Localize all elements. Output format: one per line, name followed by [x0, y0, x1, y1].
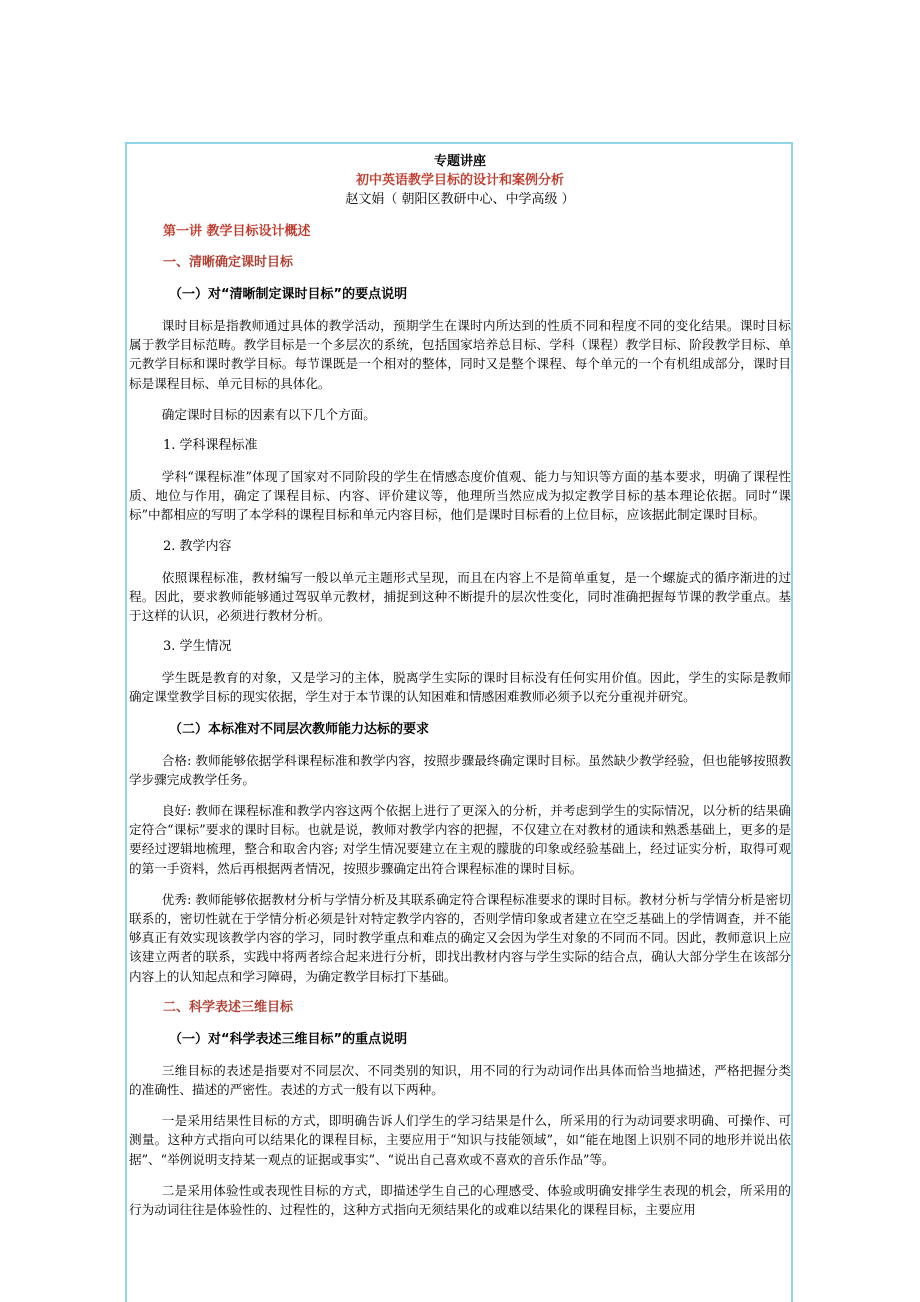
list-item-3: 3. 学生情况 [163, 639, 232, 655]
document-frame [125, 142, 793, 1302]
paragraph-10: 一是采用结果性目标的方式，即明确告诉人们学生的学习结果是什么，所采用的行为动词要求明确、可操作、可测量。这种方式指向可以结果化的课程目标，主要应用于“知识与技能领域”，如“能在地图上识别不同的地形并说出依据”、“举例说明支持某一观点的证据或事实”、“说出自己喜欢或不喜欢的音乐作品”等。 [129, 1113, 791, 1167]
paragraph-9: 三维目标的表述是指要对不同层次、不同类别的知识，用不同的行为动词作出具体而恰当地描述，严格把握分类的准确性、描述的严密性。表述的方式一般有以下两种。 [129, 1062, 791, 1098]
paragraph-7: 良好: 教师在课程标准和教学内容这两个依据上进行了更深入的分析，并考虑到学生的实际情况，以分析的结果确定符合“课标”要求的课时目标。也就是说，教师对教学内容的把握，不仅建立在对教材的通读和熟悉基础上，更多的是要经过逻辑地梳理，整合和取舍内容; 对学生情况要建立在主观的朦胧的印象或经验基础上，经过证实分析，取得可观的第一手资料，然后再根据两者情况，按照步骤确定出符合课程标准的课时目标。 [129, 803, 791, 876]
paragraph-8: 优秀: 教师能够依据教材分析与学情分析及其联系确定符合课程标准要求的课时目标。教材分析与学情分析是密切联系的，密切性就在于学情分析必须是针对特定教学内容的，否则学情印象或者建立在空乏基础上的学情调查，并不能够真正有效实现该教学内容的学习，同时教学重点和难点的确定又会因为学生对象的不同而不同。因此，教师意识上应该建立两者的联系，实践中将两者综合起来进行分析，即找出教材内容与学生实际的结合点，确认大部分学生在该部分内容上的认知起点和学习障碍，为确定教学目标打下基础。 [129, 891, 791, 984]
document-body [129, 152, 791, 1219]
subsection-heading-1: （一）对“清晰制定课时目标”的要点说明 [169, 287, 408, 302]
paragraph-1: 课时目标是指教师通过具体的教学活动，预期学生在课时内所达到的性质不同和程度不同的变化结果。课时目标属于教学目标范畴。教学目标是一个多层次的系统，包括国家培养总目标、学科（课程）教学目标、阶段教学目标、单元教学目标和课时教学目标。每节课既是一个相对的整体，同时又是整个课程、每个单元的一个有机组成部分，课时目标是课程目标、单元目标的具体化。 [129, 318, 791, 391]
paragraph-4: 依照课程标准，教材编写一般以单元主题形式呈现，而且在内容上不是简单重复，是一个螺旋式的循序渐进的过程。因此，要求教师能够通过驾驭单元教材，捕捉到这种不断提升的层次性变化，同时准确把握每节课的教学重点。基于这样的认识，必须进行教材分析。 [129, 569, 791, 624]
paragraph-3: 学科“课程标准”体现了国家对不同阶段的学生在情感态度价值观、能力与知识等方面的基本要求，明确了课程性质、地位与作用，确定了课程目标、内容、评价建议等，他理所当然应成为拟定教学目标的基本理论依据。同时“课标”中都相应的写明了本学科的课程目标和单元内容目标，他们是课时目标看的上位目标，应该据此制定课时目标。 [129, 469, 791, 523]
paragraph-5: 学生既是教育的对象，又是学习的主体，脱离学生实际的课时目标没有任何实用价值。因此，学生的实际是教师确定课堂教学目标的现实依据，学生对于本节课的认知困难和情感困难教师必须予以充分重视并研究。 [129, 670, 791, 705]
paragraph-11: 二是采用体验性或表现性目标的方式，即描述学生自己的心理感受、体验或明确安排学生表现的机会，所采用的行为动词往往是体验性的、过程性的，这种方式指向无须结果化的或难以结果化的课程目标，主要应用 [129, 1182, 791, 1218]
section-heading-2: 二、科学表述三维目标 [163, 999, 294, 1015]
paragraph-2: 确定课时目标的因素有以下几个方面。 [161, 406, 376, 422]
subsection-heading-3: （一）对“科学表述三维目标”的重点说明 [169, 1031, 408, 1047]
subsection-heading-2: （二）本标准对不同层次教师能力达标的要求 [169, 721, 430, 737]
header-label: 专题讲座 [433, 154, 486, 169]
list-item-2: 2. 教学内容 [163, 538, 232, 554]
author-line: 赵文娟（ 朝阳区教研中心、中学高级 ） [345, 192, 575, 207]
list-item-1: 1. 学科课程标准 [163, 438, 258, 454]
section-heading-1: 一、清晰确定课时目标 [163, 255, 294, 270]
lecture-heading: 第一讲 教学目标设计概述 [163, 224, 311, 239]
document-title: 初中英语教学目标的设计和案例分析 [355, 173, 564, 188]
paragraph-6: 合格: 教师能够依据学科课程标准和教学内容，按照步骤最终确定课时目标。虽然缺少教学经验，但也能够按照教学步骤完成教学任务。 [129, 752, 791, 787]
